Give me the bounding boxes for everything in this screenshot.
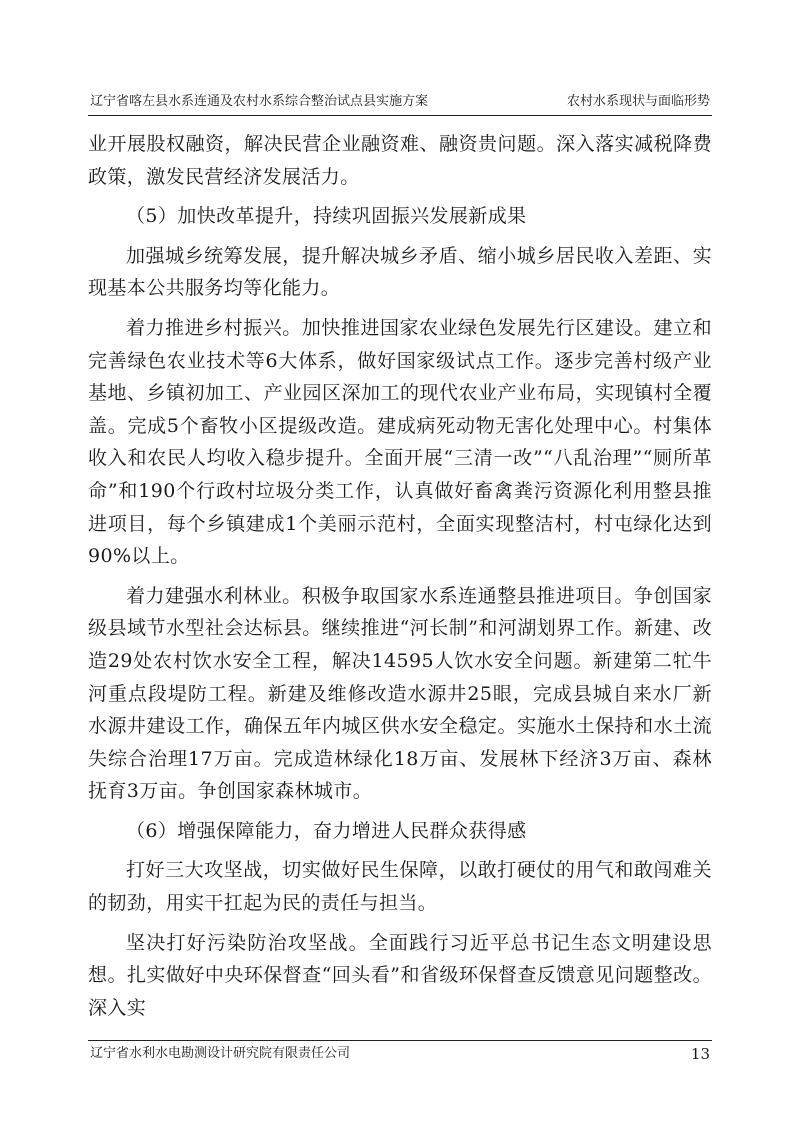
- paragraph: 打好三大攻坚战，切实做好民生保障，以敢打硬仗的用气和敢闯难关的韧劲，用实干扛起为民的责任与担当。: [88, 859, 712, 915]
- header-section-title: 农村水系现状与面临形势: [566, 94, 710, 109]
- page-footer: [88, 1044, 712, 1064]
- paragraph: 着力建强水利林业。积极争取国家水系连通整县推进项目。争创国家级县域节水型社会达标县。继续推进“河长制”和河湖划界工作。新建、改造29处农村饮水安全工程，解决14595人饮水安全问题。新建第二牤牛河重点段堤防工程。新建及维修改造水源井25眼，完成县城自来水厂新水源井建设工作，确保五年内城区供水安全稳定。实施水土保持和水土流失综合治理17万亩。完成造林绿化18万亩、发展林下经济3万亩、森林抚育3万亩。争创国家森林城市。: [88, 584, 712, 803]
- subsection-heading-6: （6）增强保障能力，奋力增进人民群众获得感: [126, 819, 527, 842]
- page-number: 13: [690, 1045, 710, 1063]
- paragraph: 坚决打好污染防治攻坚战。全面践行习近平总书记生态文明建设思想。扎实做好中央环保督查“回头看”和省级环保督查反馈意见问题整改。深入实: [88, 931, 712, 1019]
- body-text: [88, 128, 712, 1024]
- page-header: [88, 92, 712, 112]
- paragraph: 着力推进乡村振兴。加快推进国家农业绿色发展先行区建设。建立和完善绿色农业技术等6大体系，做好国家级试点工作。逐步完善村级产业基地、乡镇初加工、产业园区深加工的现代农业产业布局，实现镇村全覆盖。完成5个畜牧小区提级改造。建成病死动物无害化处理中心。村集体收入和农民人均收入稳步提升。全面开展“三清一改”“八乱治理”“厕所革命”和190个行政村垃圾分类工作，认真做好畜禽粪污资源化利用整县推进项目，每个乡镇建成1个美丽示范村，全面实现整洁村，村屯绿化达到90%以上。: [88, 316, 712, 568]
- footer-rule: [88, 1040, 712, 1041]
- header-document-title: 辽宁省喀左县水系连通及农村水系综合整治试点县实施方案: [90, 94, 429, 109]
- footer-organization: 辽宁省水利水电勘测设计研究院有限责任公司: [90, 1046, 351, 1061]
- paragraph-continued: 业开展股权融资，解决民营企业融资难、融资贵问题。深入落实减税降费政策，激发民营经济发展活力。: [88, 133, 712, 188]
- header-rule: [88, 115, 712, 116]
- paragraph: 加强城乡统筹发展，提升解决城乡矛盾、缩小城乡居民收入差距、实现基本公共服务均等化能力。: [88, 244, 712, 300]
- subsection-heading-5: （5）加快改革提升，持续巩固振兴发展新成果: [126, 205, 527, 228]
